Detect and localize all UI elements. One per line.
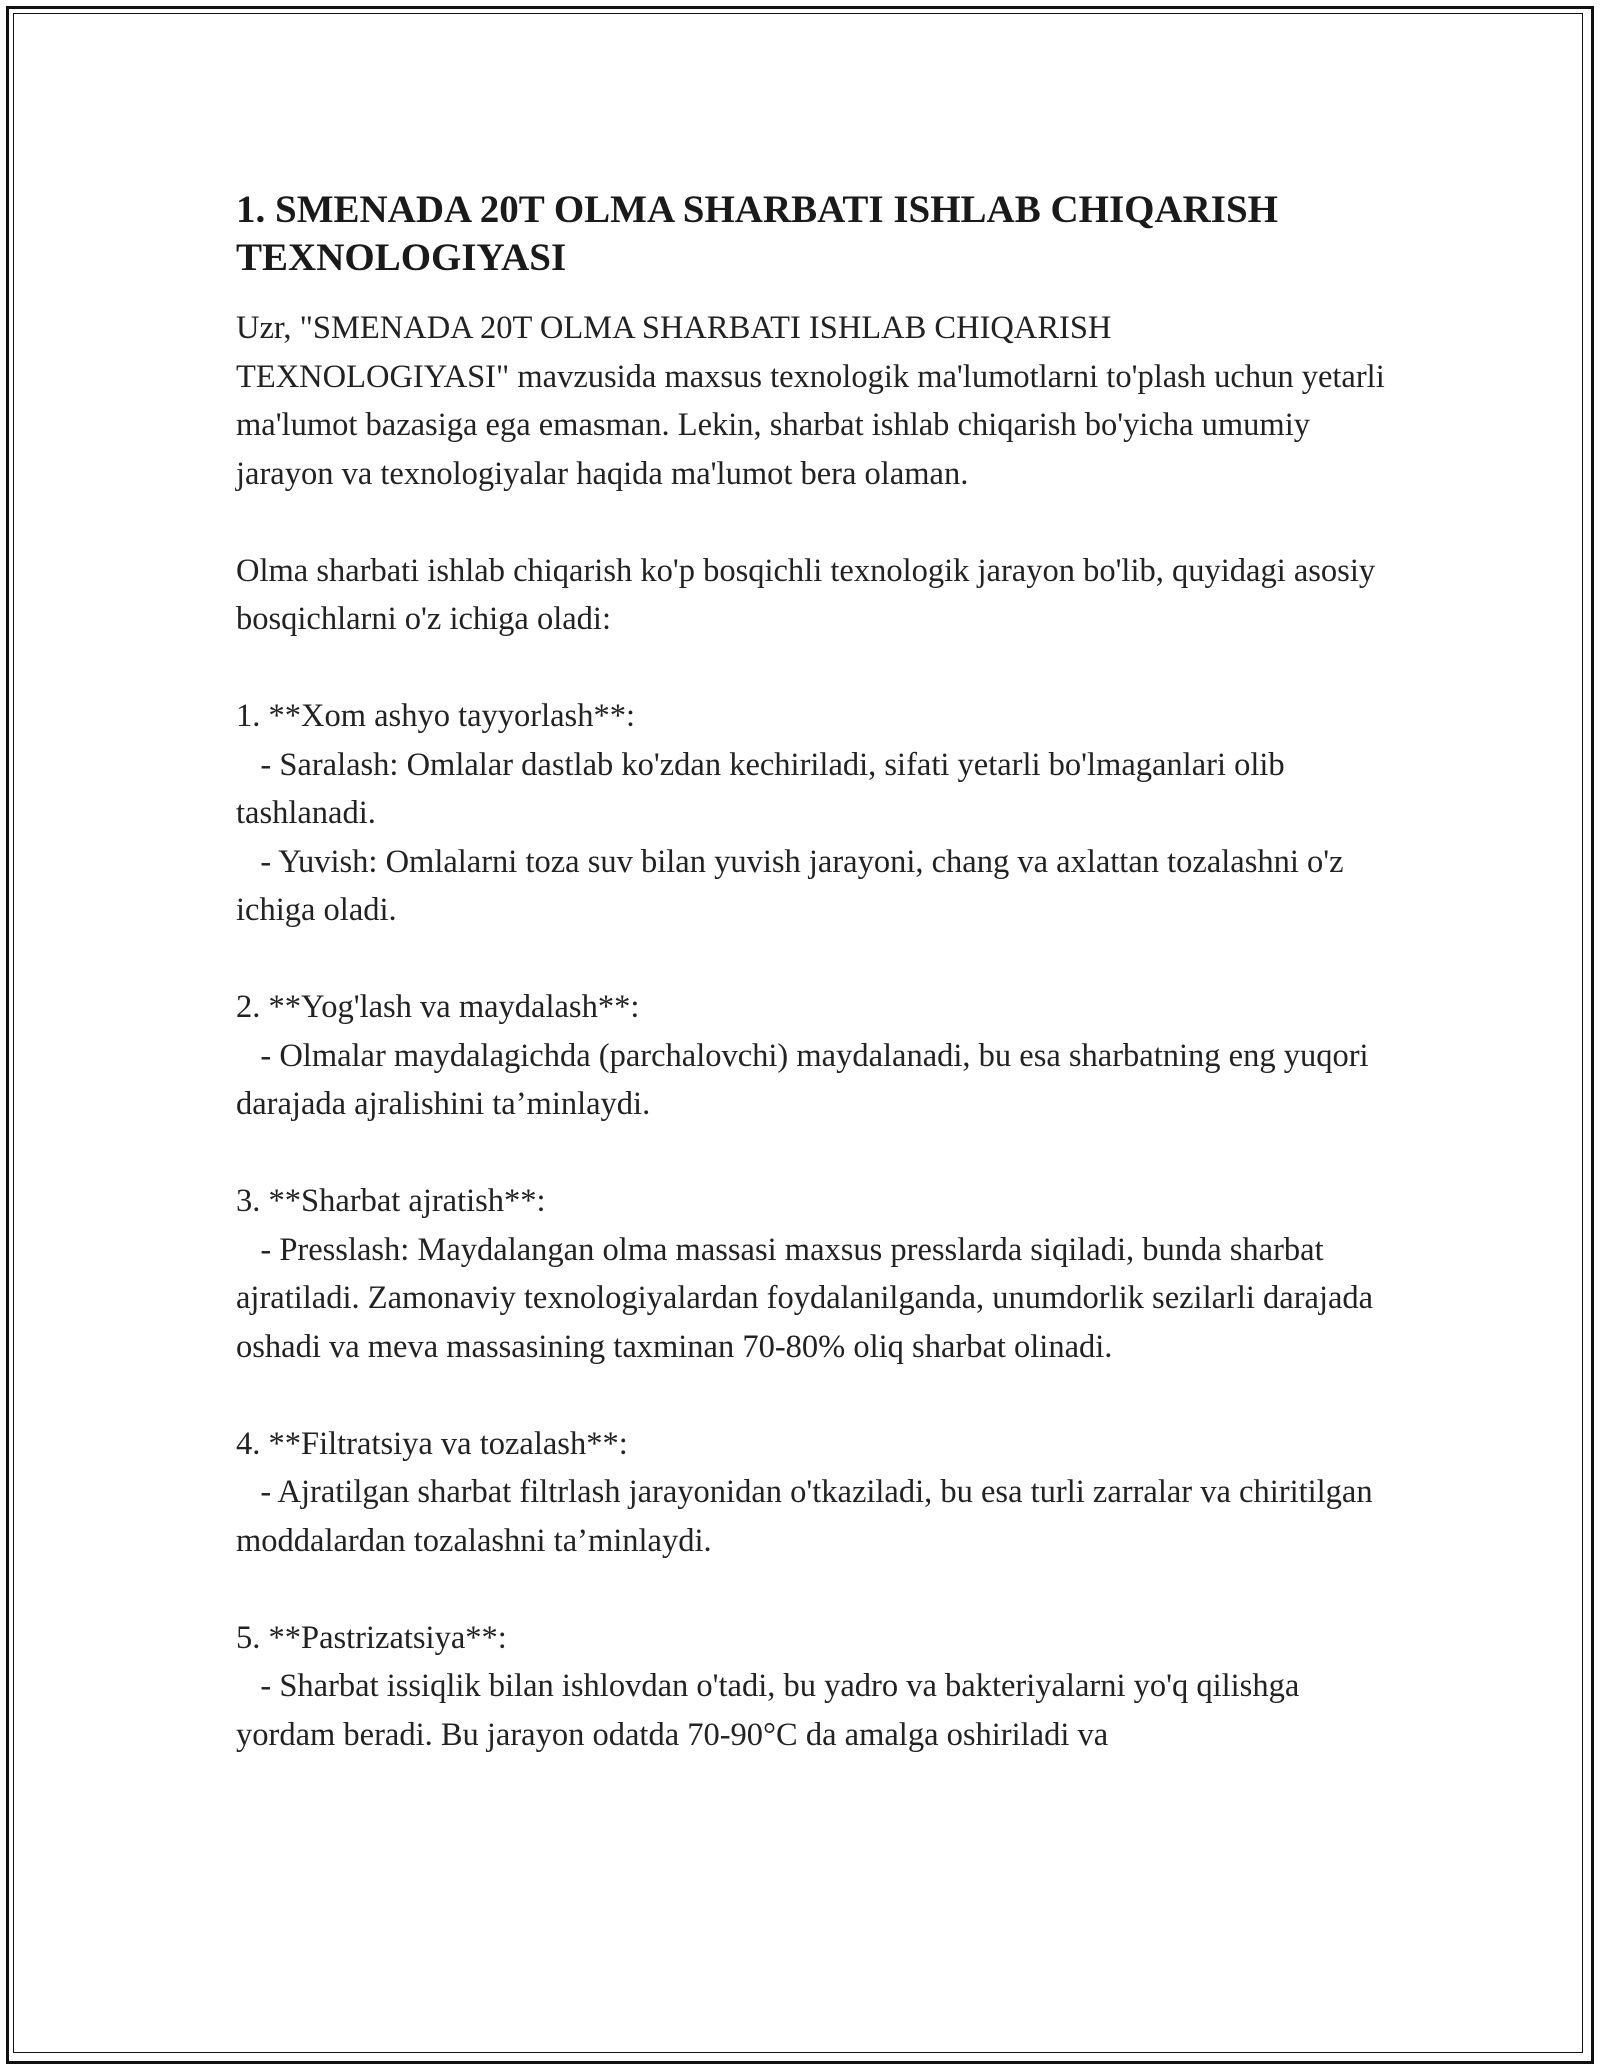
document-page: [236, 186, 1386, 1759]
document-title: 1. SMENADA 20T OLMA SHARBATI ISHLAB CHIQARISH TEXNOLOGIYASI: [236, 188, 1279, 279]
document-body: Uzr, "SMENADA 20T OLMA SHARBATI ISHLAB CHIQARISH TEXNOLOGIYASI" mavzusida maxsus texnologik ma'lumotlarni to'plash uchun yetarli ma'lumot bazasiga ega emasman. Lekin, sharbat ishlab chiqarish bo'yicha umumiy jarayon va texnologiyalar haqida ma'lumot bera olaman. Olma sharbati ishlab chiqarish ko'p bosqichli texnologik jarayon bo'lib, quyidagi asosiy bosqichlarni o'z ichiga oladi: 1. **Xom ashyo tayyorlash**: - Saralash: Omlalar dastlab ko'zdan kechiriladi, sifati yetarli bo'lmaganlari olib tashlanadi. - Yuvish: Omlalarni toza suv bilan yuvish jarayoni, chang va axlattan tozalashni o'z ichiga oladi. 2. **Yog'lash va maydalash**: - Olmalar maydalagichda (parchalovchi) maydalanadi, bu esa sharbatning eng yuqori darajada ajralishini ta’minlaydi. 3. **Sharbat ajratish**: - Presslash: Maydalangan olma massasi maxsus presslarda siqiladi, bunda sharbat ajratiladi. Zamonaviy texnologiyalardan foydalanilganda, unumdorlik sezilarli darajada oshadi va meva massasining taxminan 70-80% oliq sharbat olinadi. 4. **Filtratsiya va tozalash**: - Ajratilgan sharbat filtrlash jarayonidan o'tkaziladi, bu esa turli zarralar va chiritilgan moddalardan tozalashni ta’minlaydi. 5. **Pastrizatsiya**: - Sharbat issiqlik bilan ishlovdan o'tadi, bu yadro va bakteriyalarni yo'q qilishga yordam beradi. Bu jarayon odatda 70-90°C da amalga oshiriladi va: [236, 310, 1385, 1753]
